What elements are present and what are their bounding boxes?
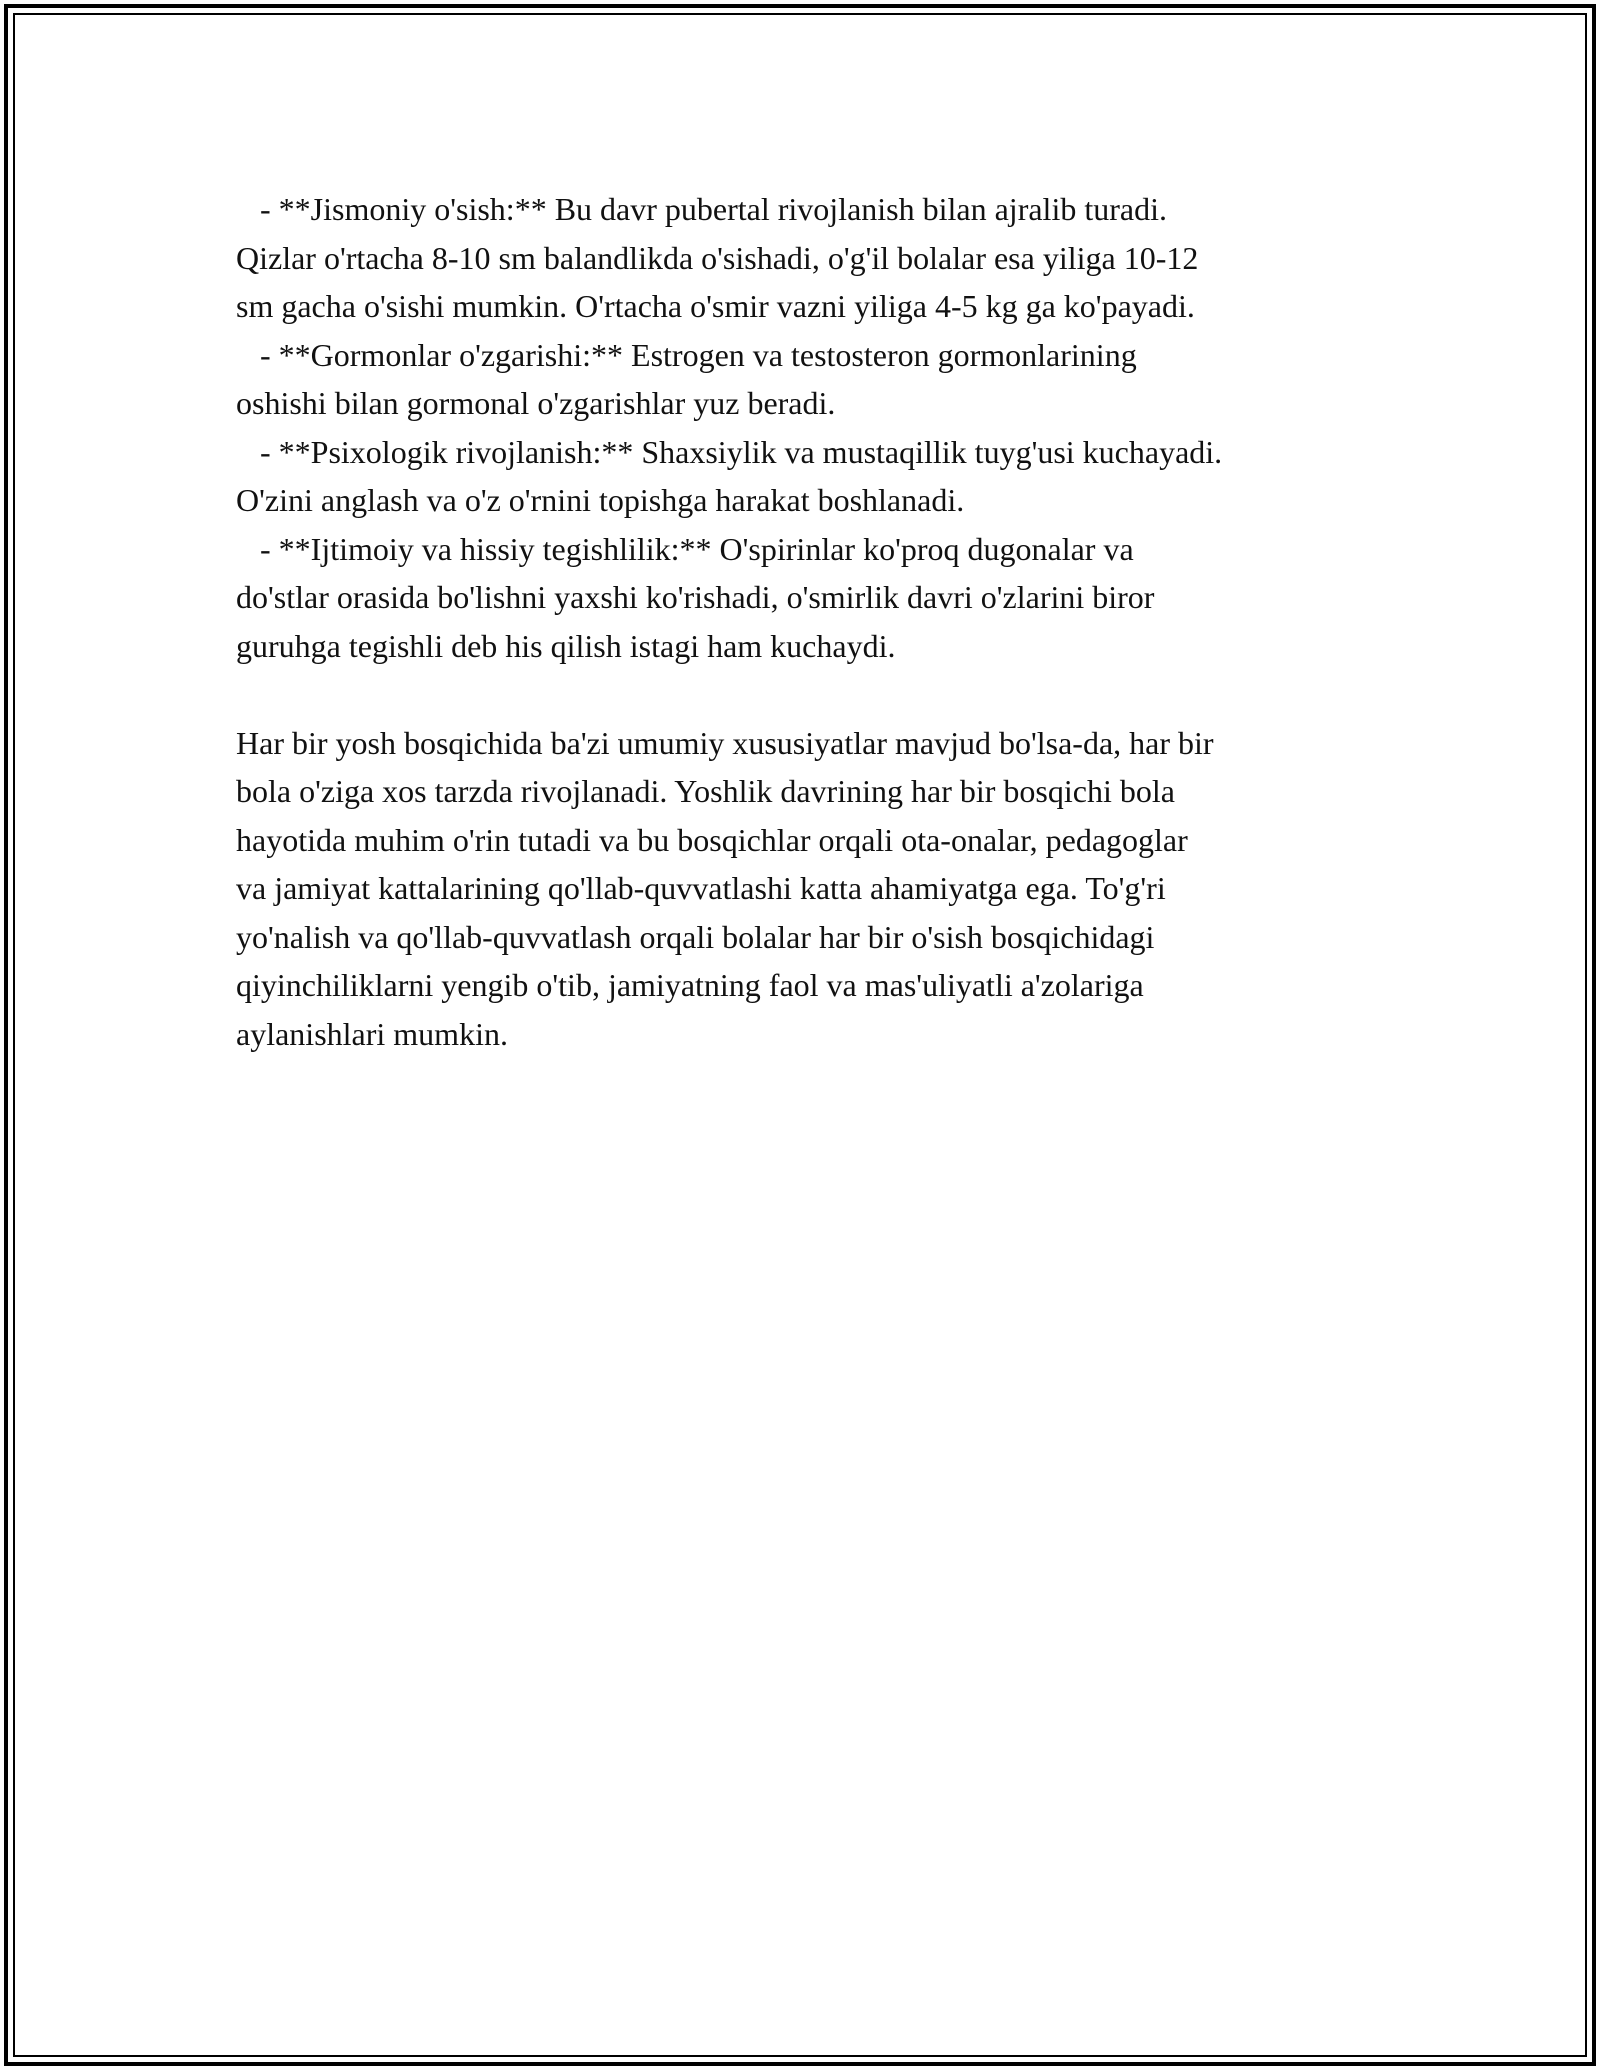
text-line: qiyinchiliklarni yengib o'tib, jamiyatning faol va mas'uliyatli a'zolariga — [236, 967, 1144, 1003]
text-line: - **Gormonlar o'zgarishi:** Estrogen va testosteron gormonlarining — [236, 336, 1137, 373]
text-line: - **Psixologik rivojlanish:** Shaxsiylik va mustaqillik tuyg'usi kuchayadi. — [236, 433, 1223, 470]
document-body — [236, 185, 1376, 1058]
text-line: oshishi bilan gormonal o'zgarishlar yuz beradi. — [236, 385, 836, 421]
text-line: - **Jismoniy o'sish:** Bu davr pubertal rivojlanish bilan ajralib turadi. — [236, 191, 1167, 227]
text-line: Har bir yosh bosqichida ba'zi umumiy xususiyatlar mavjud bo'lsa-da, har bir — [236, 724, 1214, 761]
text-line: Qizlar o'rtacha 8-10 sm balandlikda o'sishadi, o'g'il bolalar esa yiliga 10-12 — [236, 239, 1199, 276]
text-line: sm gacha o'sishi mumkin. O'rtacha o'smir vazni yiliga 4-5 kg ga ko'payadi. — [236, 288, 1195, 324]
text-line: hayotida muhim o'rin tutadi va bu bosqichlar orqali ota-onalar, pedagoglar — [236, 821, 1188, 858]
text-line: O'zini anglash va o'z o'rnini topishga harakat boshlanadi. — [236, 482, 965, 518]
paragraph-gap — [236, 670, 1376, 719]
text-line: guruhga tegishli deb his qilish istagi ham kuchaydi. — [236, 627, 896, 664]
text-line: va jamiyat kattalarining qo'llab-quvvatlashi katta ahamiyatga ega. To'g'ri — [236, 870, 1166, 906]
text-line: aylanishlari mumkin. — [236, 1015, 508, 1052]
paragraph-conclusion — [236, 719, 1376, 1059]
paragraph-growth-stages — [236, 185, 1376, 670]
text-line: do'stlar orasida bo'lishni yaxshi ko'rishadi, o'smirlik davri o'zlarini biror — [236, 579, 1155, 615]
text-line: - **Ijtimoiy va hissiy tegishlilik:** O'spirinlar ko'proq dugonalar va — [236, 530, 1134, 567]
text-line: bola o'ziga xos tarzda rivojlanadi. Yoshlik davrining har bir bosqichi bola — [236, 773, 1175, 809]
text-line: yo'nalish va qo'llab-quvvatlash orqali bolalar har bir o'sish bosqichidagi — [236, 918, 1155, 955]
